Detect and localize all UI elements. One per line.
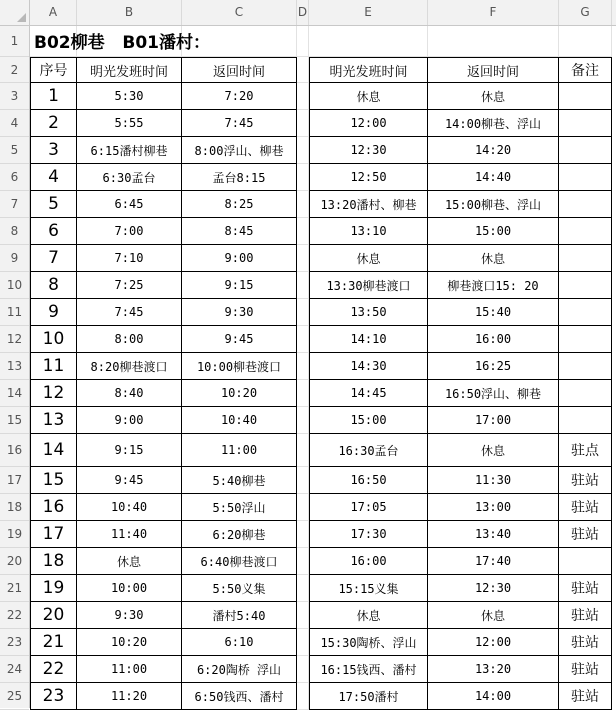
column-header-b[interactable]: B (77, 0, 182, 25)
cell-dep1[interactable]: 9:45 (77, 467, 182, 494)
cell-ret2[interactable]: 14:40 (428, 164, 559, 191)
cell-ret1[interactable]: 6:20柳巷 (182, 521, 297, 548)
cell-ret1[interactable]: 8:25 (182, 191, 297, 218)
gridline-cell (297, 299, 309, 326)
cell-note[interactable] (559, 353, 612, 380)
gridline-cell (428, 26, 559, 57)
cell-dep2[interactable]: 16:50 (309, 467, 428, 494)
header-cell-ret2[interactable]: 返回时间 (428, 57, 559, 83)
gridline-cell (297, 602, 309, 629)
row-header-12[interactable]: 12 (0, 326, 29, 353)
cell-dep1[interactable]: 5:55 (77, 110, 182, 137)
cell-note[interactable] (559, 272, 612, 299)
cell-idx[interactable]: 9 (30, 299, 77, 326)
cell-ret2[interactable]: 16:25 (428, 353, 559, 380)
cell-note[interactable]: 驻站 (559, 683, 612, 710)
header-cell-note[interactable]: 备注 (559, 57, 612, 83)
gridline-cell (297, 272, 309, 299)
gridline-cell (297, 656, 309, 683)
row-header-20[interactable]: 20 (0, 548, 29, 575)
gridline-cell (309, 26, 428, 57)
gridline-cell (297, 494, 309, 521)
row-header-19[interactable]: 19 (0, 521, 29, 548)
cell-note[interactable]: 驻站 (559, 494, 612, 521)
column-header-c[interactable]: C (182, 0, 297, 25)
cell-note[interactable] (559, 548, 612, 575)
row-header-10[interactable]: 10 (0, 272, 29, 299)
row-header-3[interactable]: 3 (0, 83, 29, 110)
column-header-a[interactable]: A (30, 0, 77, 25)
cell-note[interactable]: 驻站 (559, 629, 612, 656)
gridline-cell (297, 629, 309, 656)
cell-dep2[interactable]: 休息 (309, 602, 428, 629)
gridline-cell (297, 137, 309, 164)
sheet-title[interactable]: B02柳巷 B01潘村： (34, 33, 210, 53)
cell-ret1[interactable]: 10:40 (182, 407, 297, 434)
gridline-cell (297, 326, 309, 353)
gridline-cell (559, 26, 612, 57)
cell-idx[interactable]: 15 (30, 467, 77, 494)
cell-ret1[interactable]: 9:45 (182, 326, 297, 353)
cell-idx[interactable]: 3 (30, 137, 77, 164)
cell-dep1[interactable]: 9:00 (77, 407, 182, 434)
select-all-triangle-icon (17, 13, 26, 22)
cell-dep1[interactable]: 7:00 (77, 218, 182, 245)
cell-ret2[interactable]: 16:00 (428, 326, 559, 353)
cell-note[interactable]: 驻站 (559, 602, 612, 629)
cell-dep1[interactable]: 9:15 (77, 434, 182, 467)
cell-ret1[interactable]: 9:15 (182, 272, 297, 299)
cell-ret2[interactable]: 柳巷渡口15: 20 (428, 272, 559, 299)
cell-idx[interactable]: 4 (30, 164, 77, 191)
cell-idx[interactable]: 13 (30, 407, 77, 434)
cell-dep2[interactable]: 12:50 (309, 164, 428, 191)
cell-note[interactable] (559, 137, 612, 164)
gridline-cell (297, 353, 309, 380)
cell-ret1[interactable]: 6:50钱西、潘村 (182, 683, 297, 710)
cell-note[interactable] (559, 380, 612, 407)
column-header-f[interactable]: F (428, 0, 559, 25)
cell-ret1[interactable]: 9:00 (182, 245, 297, 272)
row-header-18[interactable]: 18 (0, 494, 29, 521)
cell-ret2[interactable]: 12:00 (428, 629, 559, 656)
cell-note[interactable] (559, 191, 612, 218)
cell-dep1[interactable]: 10:40 (77, 494, 182, 521)
header-cell-dep1[interactable]: 明光发班时间 (77, 57, 182, 83)
row-header-9[interactable]: 9 (0, 245, 29, 272)
cell-dep2[interactable]: 14:45 (309, 380, 428, 407)
gridline-cell (297, 57, 309, 83)
cell-idx[interactable]: 21 (30, 629, 77, 656)
cell-idx[interactable]: 16 (30, 494, 77, 521)
cell-dep2[interactable]: 12:30 (309, 137, 428, 164)
header-cell-ret1[interactable]: 返回时间 (182, 57, 297, 83)
cell-ret2[interactable]: 13:20 (428, 656, 559, 683)
cell-ret2[interactable]: 17:00 (428, 407, 559, 434)
cell-dep2[interactable]: 15:00 (309, 407, 428, 434)
cell-ret2[interactable]: 15:40 (428, 299, 559, 326)
cell-dep2[interactable]: 15:30陶桥、浮山 (309, 629, 428, 656)
cell-ret1[interactable]: 8:00浮山、柳巷 (182, 137, 297, 164)
cell-ret1[interactable]: 5:50浮山 (182, 494, 297, 521)
row-header-24[interactable]: 24 (0, 656, 29, 683)
cell-dep2[interactable]: 16:15钱西、潘村 (309, 656, 428, 683)
gridline-cell (297, 164, 309, 191)
cell-note[interactable] (559, 83, 612, 110)
cell-dep1[interactable]: 10:00 (77, 575, 182, 602)
column-header-g[interactable]: G (559, 0, 612, 25)
row-header-14[interactable]: 14 (0, 380, 29, 407)
row-header-22[interactable]: 22 (0, 602, 29, 629)
cell-ret2[interactable]: 16:50浮山、柳巷 (428, 380, 559, 407)
gridline-cell (297, 110, 309, 137)
cell-dep1[interactable]: 11:00 (77, 656, 182, 683)
cell-ret2[interactable]: 14:00 (428, 683, 559, 710)
row-header-23[interactable]: 23 (0, 629, 29, 656)
cell-idx[interactable]: 19 (30, 575, 77, 602)
gridline-cell (297, 521, 309, 548)
cell-dep1[interactable]: 7:25 (77, 272, 182, 299)
cell-dep1[interactable]: 8:20柳巷渡口 (77, 353, 182, 380)
gridline-cell (297, 26, 309, 57)
row-header-15[interactable]: 15 (0, 407, 29, 434)
cell-ret1[interactable]: 10:00柳巷渡口 (182, 353, 297, 380)
cell-idx[interactable]: 14 (30, 434, 77, 467)
cell-dep2[interactable]: 13:50 (309, 299, 428, 326)
cell-ret2[interactable]: 15:00 (428, 218, 559, 245)
cell-note[interactable]: 驻站 (559, 575, 612, 602)
gridline-cell (297, 83, 309, 110)
gridline-cell (297, 245, 309, 272)
row-header-16[interactable]: 16 (0, 434, 29, 467)
cell-note[interactable]: 驻点 (559, 434, 612, 467)
gridline-cell (297, 548, 309, 575)
cell-idx[interactable]: 11 (30, 353, 77, 380)
row-header-5[interactable]: 5 (0, 137, 29, 164)
cell-dep1[interactable]: 5:30 (77, 83, 182, 110)
cell-dep2[interactable]: 17:05 (309, 494, 428, 521)
cell-dep2[interactable]: 15:15义集 (309, 575, 428, 602)
row-header-17[interactable]: 17 (0, 467, 29, 494)
cell-dep2[interactable]: 休息 (309, 245, 428, 272)
cell-dep1[interactable]: 休息 (77, 548, 182, 575)
cell-note[interactable]: 驻站 (559, 656, 612, 683)
gridline-cell (297, 218, 309, 245)
gridline-cell (297, 683, 309, 710)
cell-dep1[interactable]: 11:20 (77, 683, 182, 710)
column-header-d[interactable]: D (297, 0, 309, 25)
cell-idx[interactable]: 18 (30, 548, 77, 575)
cell-ret2[interactable]: 13:00 (428, 494, 559, 521)
gridline-cell (297, 575, 309, 602)
cell-ret1[interactable]: 5:40柳巷 (182, 467, 297, 494)
cell-ret1[interactable]: 9:30 (182, 299, 297, 326)
cell-idx[interactable]: 2 (30, 110, 77, 137)
gridline-cell (297, 434, 309, 467)
cell-note[interactable] (559, 164, 612, 191)
row-header-7[interactable]: 7 (0, 191, 29, 218)
cell-ret2[interactable]: 15:00柳巷、浮山 (428, 191, 559, 218)
cell-idx[interactable]: 17 (30, 521, 77, 548)
cell-dep1[interactable]: 11:40 (77, 521, 182, 548)
gridline-cell (297, 191, 309, 218)
cell-idx[interactable]: 23 (30, 683, 77, 710)
cell-dep2[interactable]: 13:20潘村、柳巷 (309, 191, 428, 218)
row-header-1[interactable]: 1 (0, 26, 29, 57)
header-cell-idx[interactable]: 序号 (30, 57, 77, 83)
cell-ret2[interactable]: 13:40 (428, 521, 559, 548)
gridline-cell (297, 380, 309, 407)
cell-dep1[interactable]: 6:45 (77, 191, 182, 218)
cell-ret1[interactable]: 11:00 (182, 434, 297, 467)
cell-note[interactable]: 驻站 (559, 521, 612, 548)
cell-ret2[interactable]: 休息 (428, 83, 559, 110)
cell-dep2[interactable]: 14:30 (309, 353, 428, 380)
cell-dep2[interactable]: 16:00 (309, 548, 428, 575)
row-header-strip (0, 26, 30, 708)
cell-dep2[interactable]: 16:30孟台 (309, 434, 428, 467)
cell-ret1[interactable]: 8:45 (182, 218, 297, 245)
row-header-6[interactable]: 6 (0, 164, 29, 191)
cell-ret2[interactable]: 休息 (428, 434, 559, 467)
select-all-corner[interactable] (0, 0, 30, 25)
cell-ret1[interactable]: 7:45 (182, 110, 297, 137)
cell-dep2[interactable]: 14:10 (309, 326, 428, 353)
column-header-bar (0, 0, 616, 26)
cell-ret2[interactable]: 休息 (428, 602, 559, 629)
cell-dep2[interactable]: 13:30柳巷渡口 (309, 272, 428, 299)
cell-ret1[interactable]: 10:20 (182, 380, 297, 407)
cell-idx[interactable]: 1 (30, 83, 77, 110)
cell-dep2[interactable]: 休息 (309, 83, 428, 110)
column-header-e[interactable]: E (309, 0, 428, 25)
cell-ret2[interactable]: 12:30 (428, 575, 559, 602)
cell-ret2[interactable]: 11:30 (428, 467, 559, 494)
cell-note[interactable] (559, 218, 612, 245)
cell-dep1[interactable]: 8:00 (77, 326, 182, 353)
cell-dep1[interactable]: 10:20 (77, 629, 182, 656)
cell-ret1[interactable]: 潘村5:40 (182, 602, 297, 629)
gridline-cell (297, 467, 309, 494)
cell-note[interactable] (559, 110, 612, 137)
cell-note[interactable] (559, 299, 612, 326)
cell-note[interactable] (559, 326, 612, 353)
row-header-4[interactable]: 4 (0, 110, 29, 137)
cell-ret2[interactable]: 14:20 (428, 137, 559, 164)
header-cell-dep2[interactable]: 明光发班时间 (309, 57, 428, 83)
cell-dep2[interactable]: 17:30 (309, 521, 428, 548)
cell-note[interactable] (559, 245, 612, 272)
cell-idx[interactable]: 20 (30, 602, 77, 629)
cell-dep2[interactable]: 13:10 (309, 218, 428, 245)
row-header-11[interactable]: 11 (0, 299, 29, 326)
row-header-2[interactable]: 2 (0, 57, 29, 83)
cell-dep1[interactable]: 8:40 (77, 380, 182, 407)
row-header-13[interactable]: 13 (0, 353, 29, 380)
cell-dep2[interactable]: 17:50潘村 (309, 683, 428, 710)
cell-ret1[interactable]: 5:50义集 (182, 575, 297, 602)
cell-ret2[interactable]: 休息 (428, 245, 559, 272)
cell-note[interactable]: 驻站 (559, 467, 612, 494)
cell-idx[interactable]: 6 (30, 218, 77, 245)
cell-dep2[interactable]: 12:00 (309, 110, 428, 137)
cell-ret1[interactable]: 孟台8:15 (182, 164, 297, 191)
cell-idx[interactable]: 7 (30, 245, 77, 272)
cell-idx[interactable]: 8 (30, 272, 77, 299)
cell-ret2[interactable]: 17:40 (428, 548, 559, 575)
cell-dep1[interactable]: 6:30孟台 (77, 164, 182, 191)
cell-ret1[interactable]: 6:20陶桥 浮山 (182, 656, 297, 683)
cell-idx[interactable]: 12 (30, 380, 77, 407)
cell-idx[interactable]: 5 (30, 191, 77, 218)
cell-ret1[interactable]: 7:20 (182, 83, 297, 110)
row-header-25[interactable]: 25 (0, 683, 29, 710)
cell-ret2[interactable]: 14:00柳巷、浮山 (428, 110, 559, 137)
cell-dep1[interactable]: 7:10 (77, 245, 182, 272)
cell-dep1[interactable]: 9:30 (77, 602, 182, 629)
cell-idx[interactable]: 22 (30, 656, 77, 683)
cell-idx[interactable]: 10 (30, 326, 77, 353)
cell-note[interactable] (559, 407, 612, 434)
row-header-21[interactable]: 21 (0, 575, 29, 602)
cell-dep1[interactable]: 6:15潘村柳巷 (77, 137, 182, 164)
cell-ret1[interactable]: 6:40柳巷渡口 (182, 548, 297, 575)
cell-dep1[interactable]: 7:45 (77, 299, 182, 326)
cell-ret1[interactable]: 6:10 (182, 629, 297, 656)
gridline-cell (297, 407, 309, 434)
row-header-8[interactable]: 8 (0, 218, 29, 245)
